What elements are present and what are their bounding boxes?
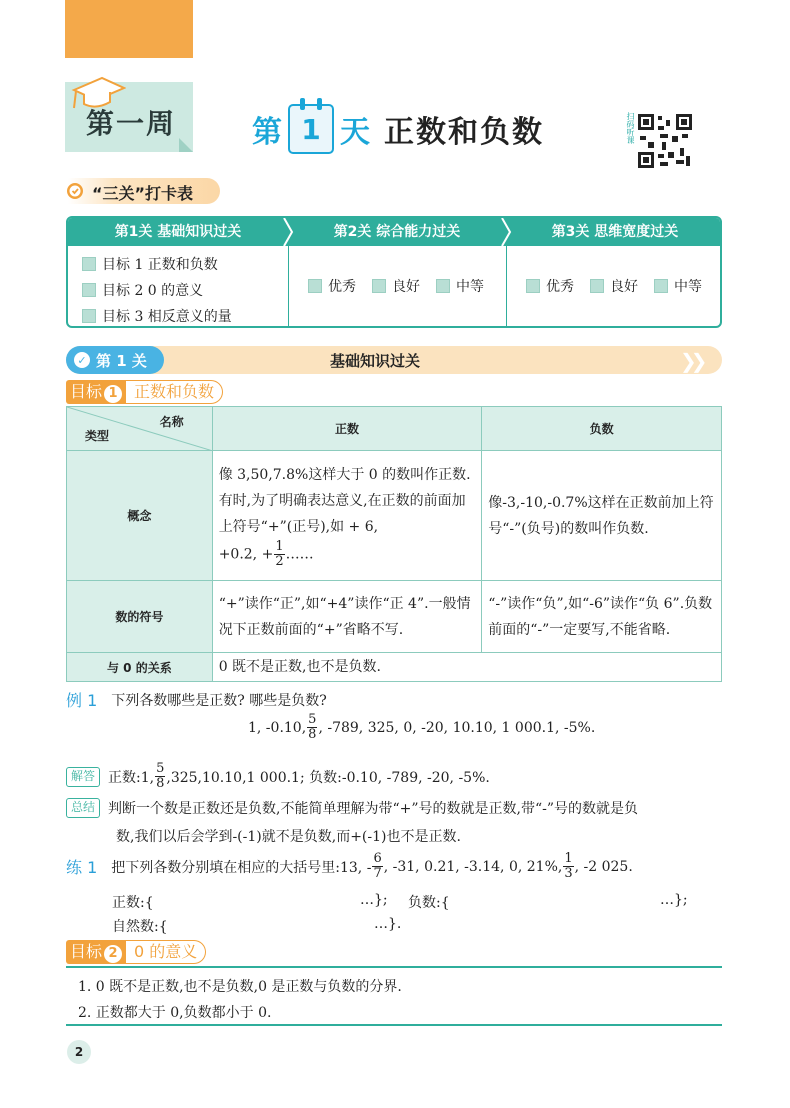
week-label: 第一周 [86,107,177,140]
goal-tag-label [66,380,126,404]
numerator: 5 [156,761,165,776]
header-name: 名称 [159,415,184,429]
section-badge-label: 第 1 关 [96,351,147,370]
concept-positive-cell [212,451,482,581]
row-zero-label: 与 0 的关系 [67,653,213,682]
rating-label: 优秀 [546,279,574,295]
page-title: 正数和负数 [384,115,544,150]
section-title: 基础知识过关 [330,352,421,370]
chevron-right-icon: ❯❯ [680,349,702,373]
header-negative: 负数 [482,407,722,451]
answer-tag: 解答 [66,767,100,787]
zero-meaning-box [66,966,722,1026]
fraction [155,762,165,791]
checklist-title: “三关”打卡表 [92,184,194,203]
rating-excellent-3[interactable] [526,276,574,296]
positive-set-end[interactable]: …}; [360,892,388,908]
qr-code-icon[interactable] [636,112,694,170]
practice-part-b: , -31, 0.21, -3.14, 0, 21%, [383,858,563,875]
column-divider [288,246,289,328]
checklist-col-2: 第2关 综合能力过关 [333,224,461,240]
example-1 [66,688,327,711]
goal-label: 目标 2 0 的意义 [102,283,204,299]
goal-tag-text: 0 的意义 [126,940,206,964]
denominator: 3 [564,866,573,881]
header-divider [280,218,296,246]
zero-relation-cell: 0 既不是正数,也不是负数. [212,653,721,682]
goal-tag-word: 目标 [70,942,103,961]
denominator: 2 [275,554,284,569]
checklist-table [66,216,722,328]
concept-table [66,406,722,682]
table-corner-cell [67,407,213,451]
fraction [274,540,284,569]
checklist-header [68,218,720,246]
header-divider [498,218,514,246]
rating-label: 良好 [392,279,420,295]
summary-block [66,798,726,846]
checkbox[interactable] [82,257,96,271]
week-header-block [65,0,193,58]
numerator: 6 [373,851,382,866]
practice-label: 练 1 [66,858,98,877]
numerator: 5 [308,712,317,727]
summary-line-1: 判断一个数是正数还是负数,不能简单理解为带“+”号的数就是正数,带“-”号的数就是负 [108,801,639,817]
sign-negative-cell: “-”读作“负”,如“-6”读作“负 6”.负数前面的“-”一定要写,不能省略. [482,581,722,653]
denominator: 8 [308,727,317,742]
list-part-b: , -789, 325, 0, -20, 10.10, 1 000.1, -5%. [318,719,596,736]
fraction [372,852,382,881]
day-prefix: 第 [252,115,282,150]
checkbox[interactable] [526,279,540,293]
goal-label: 目标 1 正数和负数 [102,257,218,273]
rating-label: 中等 [456,279,484,295]
negative-set-end[interactable]: …}; [660,892,688,908]
header-type: 类型 [85,429,110,443]
checkbox[interactable] [654,279,668,293]
natural-set-label: 自然数:{ [112,919,168,935]
answer-part-a: 正数:1, [108,769,155,786]
goal-check-2[interactable] [82,280,203,300]
column-divider [506,246,507,328]
day-suffix: 天 [340,115,370,150]
checkbox[interactable] [82,283,96,297]
goal-check-1[interactable] [82,254,218,274]
goal-check-3[interactable] [82,306,232,326]
practice-part-a: 把下列各数分别填在相应的大括号里:13, - [111,859,372,876]
day-title [252,104,544,154]
goal-tag-word: 目标 [70,382,103,401]
example-number-list [248,713,595,742]
list-part-a: 1, -0.10, [248,719,307,736]
rating-excellent-2[interactable] [308,276,356,296]
rating-medium-2[interactable] [436,276,484,296]
goal-tag-text: 正数和负数 [126,380,223,404]
qr-caption: 扫码听课 [626,112,635,144]
goal-1-tag [66,380,223,404]
sign-positive-cell: “+”读作“正”,如“+4”读作“正 4”.一般情况下正数前面的“+”省略不写. [212,581,482,653]
checklist-col-1: 第1关 基础知识过关 [114,224,242,240]
clock-icon [66,182,84,200]
goal-tag-number: 1 [104,385,122,403]
zero-point-1: 1. 0 既不是正数,也不是负数,0 是正数与负数的分界. [78,979,402,995]
example-label: 例 1 [66,691,98,710]
row-sign-label: 数的符号 [67,581,213,653]
denominator: 8 [156,776,165,791]
rating-good-3[interactable] [590,276,638,296]
rating-label: 良好 [610,279,638,295]
practice-1 [66,852,633,881]
goal-tag-number: 2 [104,945,122,963]
rating-label: 中等 [674,279,702,295]
concept-negative-cell: 像-3,-10,-0.7%这样在正数前加上符号“-”(负号)的数叫作负数. [482,451,722,581]
example-question: 下列各数哪些是正数? 哪些是负数? [111,692,327,709]
rating-medium-3[interactable] [654,276,702,296]
denominator: 7 [373,866,382,881]
rating-good-2[interactable] [372,276,420,296]
day-number: 1 [301,112,321,146]
positive-set-label: 正数:{ [112,895,154,911]
answer-block [66,762,490,791]
fraction [563,852,573,881]
checkbox[interactable] [82,309,96,323]
numerator: 1 [275,539,284,554]
concept-positive-tail: +0.2, + [218,546,274,563]
row-concept-label: 概念 [67,451,213,581]
concept-positive-text: 像 3,50,7.8%这样大于 0 的数叫作正数.有时,为了明确表达意义,在正数的前面加上符号“+”(正号),如 + 6, [218,467,471,535]
fraction [307,713,317,742]
checkbox[interactable] [308,279,322,293]
section-badge [66,346,164,374]
practice-part-c: , -2 025. [574,858,633,875]
goal-label: 目标 3 相反意义的量 [102,309,232,325]
ellipsis: …… [285,546,314,563]
checklist-col-3: 第3关 思维宽度过关 [551,224,679,240]
answer-part-b: ,325,10.10,1 000.1; 负数:-0.10, -789, -20, -5%. [166,769,490,786]
goal-tag-label [66,940,126,964]
numerator: 1 [564,851,573,866]
goal-2-tag [66,940,206,964]
negative-set-label: 负数:{ [408,895,450,911]
summary-tag: 总结 [66,798,100,818]
checkbox[interactable] [590,279,604,293]
header-positive: 正数 [212,407,482,451]
zero-point-2: 2. 正数都大于 0,负数都小于 0. [78,1005,272,1021]
calendar-icon [288,104,334,154]
checkbox[interactable] [372,279,386,293]
check-icon: ✓ [74,352,90,368]
rating-label: 优秀 [328,279,356,295]
summary-line-2: 数,我们以后会学到-(-1)就不是负数,而+(-1)也不是正数. [116,829,461,845]
natural-set-end[interactable]: …}. [374,916,402,932]
page-number: 2 [67,1040,91,1064]
checkbox[interactable] [436,279,450,293]
